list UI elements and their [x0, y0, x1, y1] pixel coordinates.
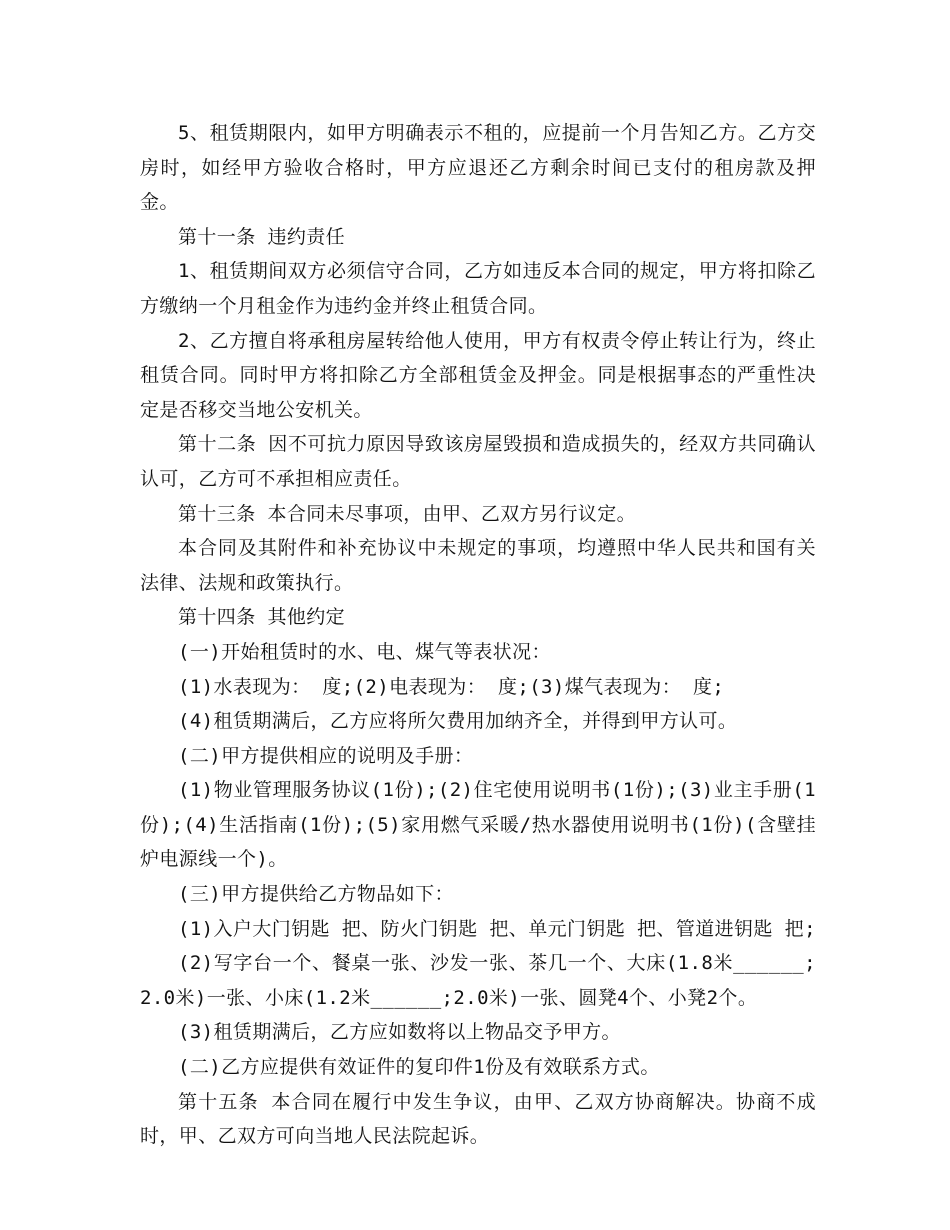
paragraph-furniture-list: (2)写字台一个、餐桌一张、沙发一张、茶几一个、大床(1.8米______;2.0米)一张、小床(1.2米______;2.0米)一张、圆凳4个、小凳2个。: [140, 952, 816, 1009]
paragraph-items-heading: (三)甲方提供给乙方物品如下：: [178, 883, 454, 906]
paragraph-tenant-documents: (二)乙方应提供有效证件的复印件1份及有效联系方式。: [178, 1056, 660, 1079]
paragraph-article-15: 第十五条 本合同在履行中发生争议，由甲、乙双方协商解决。协商不成时，甲、乙双方可向当地人民法院起诉。: [140, 1090, 816, 1148]
paragraph-keys-list: (1)入户大门钥匙 把、防火门钥匙 把、单元门钥匙 把、管道进钥匙 把;: [178, 917, 816, 940]
paragraph-clause-11-2: 2、乙方擅自将承租房屋转给他人使用，甲方有权责令停止转让行为，终止租赁合同。同时甲方将扣除乙方全部租赁金及押金。同是根据事态的严重性决定是否移交当地公安机关。: [140, 329, 816, 421]
document-body: [140, 116, 816, 1154]
paragraph-manuals-list: (1)物业管理服务协议(1份);(2)住宅使用说明书(1份);(3)业主手册(1份);(4)生活指南(1份);(5)家用燃气采暖/热水器使用说明书(1份)(含壁挂炉电源线一个)。: [140, 779, 816, 871]
paragraph-article-12: 第十二条 因不可抗力原因导致该房屋毁损和造成损失的，经双方共同确认认可，乙方可不承担相应责任。: [140, 433, 816, 490]
paragraph-meter-status-heading: (一)开始租赁时的水、电、煤气等表状况：: [178, 640, 551, 663]
paragraph-items-return: (3)租赁期满后，乙方应如数将以上物品交予甲方。: [178, 1021, 621, 1044]
paragraph-article-13: 第十三条 本合同未尽事项，由甲、乙双方另行议定。: [178, 502, 637, 525]
paragraph-manuals-heading: (二)甲方提供相应的说明及手册：: [178, 744, 474, 767]
paragraph-clause-10-5: 5、租赁期限内，如甲方明确表示不租的，应提前一个月告知乙方。乙方交房时，如经甲方验收合格时，甲方应退还乙方剩余时间已支付的租房款及押金。: [140, 122, 816, 214]
heading-article-14: 第十四条 其他约定: [178, 606, 346, 629]
paragraph-applicable-law: 本合同及其附件和补充协议中未规定的事项，均遵照中华人民共和国有关法律、法规和政策执行。: [140, 537, 816, 594]
heading-article-11: 第十一条 违约责任: [178, 225, 346, 248]
paragraph-meter-readings: (1)水表现为： 度;(2)电表现为： 度;(3)煤气表现为： 度;: [178, 675, 725, 698]
paragraph-clause-11-1: 1、租赁期间双方必须信守合同，乙方如违反本合同的规定，甲方将扣除乙方缴纳一个月租金作为违约金并终止租赁合同。: [140, 260, 816, 317]
paragraph-fees-settlement: (4)租赁期满后，乙方应将所欠费用加纳齐全，并得到甲方认可。: [178, 710, 738, 733]
